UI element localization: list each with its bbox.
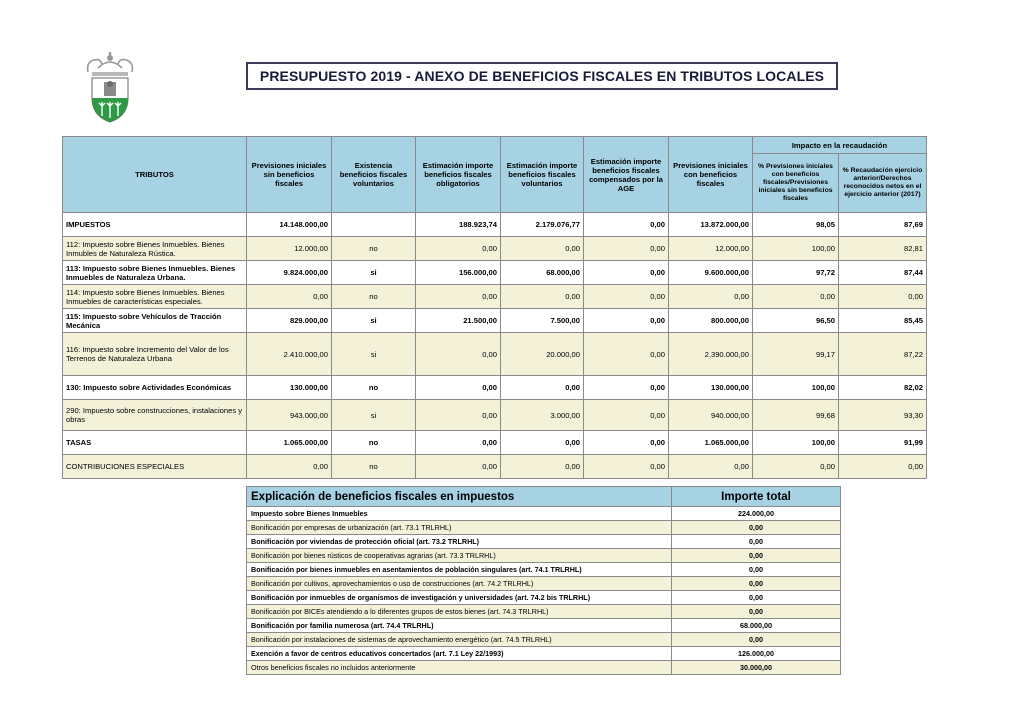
explanation-label: Bonificación por familia numerosa (art. 74.4 TRLRHL): [247, 619, 672, 633]
previsiones-sin-cell: 0,00: [247, 455, 332, 479]
age-cell: 0,00: [584, 213, 669, 237]
header-estimacion-age: Estimación importe beneficios fiscales compensados por la AGE: [584, 137, 669, 213]
pct-previsiones-cell: 100,00: [753, 237, 839, 261]
table-row: [63, 376, 927, 400]
pct-recaudacion-cell: 85,45: [839, 309, 927, 333]
explanation-label: Bonificación por empresas de urbanización (art. 73.1 TRLRHL): [247, 521, 672, 535]
explanation-row: [247, 619, 841, 633]
pct-recaudacion-cell: 91,99: [839, 431, 927, 455]
pct-previsiones-cell: 98,05: [753, 213, 839, 237]
existencia-cell: si: [332, 309, 416, 333]
header-pct-recaudacion: % Recaudación ejercicio anterior/Derechos reconocidos netos en el ejercicio anterior (2017): [839, 154, 927, 213]
pct-recaudacion-cell: 82,02: [839, 376, 927, 400]
explanation-amount: 0,00: [672, 549, 841, 563]
pct-previsiones-cell: 99,17: [753, 333, 839, 376]
obligatorios-cell: 0,00: [416, 431, 501, 455]
explanation-label: Bonificación por viviendas de protección oficial (art. 73.2 TRLRHL): [247, 535, 672, 549]
header-previsiones-sin: Previsiones iniciales sin beneficios fiscales: [247, 137, 332, 213]
existencia-cell: no: [332, 285, 416, 309]
header-previsiones-con: Previsiones iniciales con beneficios fiscales: [669, 137, 753, 213]
explanation-table: [246, 486, 841, 675]
explanation-row: [247, 549, 841, 563]
header-estimacion-voluntarios: Estimación importe beneficios fiscales voluntarios: [501, 137, 584, 213]
table-row: [63, 285, 927, 309]
existencia-cell: [332, 213, 416, 237]
explanation-label: Bonificación por bienes inmuebles en asentamientos de población singulares (art. 74.1 TRLRHL): [247, 563, 672, 577]
explanation-row: [247, 591, 841, 605]
age-cell: 0,00: [584, 285, 669, 309]
explanation-label: Bonificación por instalaciones de sistemas de aprovechamiento energético (art. 74.5 TRLRHL): [247, 633, 672, 647]
existencia-cell: no: [332, 376, 416, 400]
row-name: 290: Impuesto sobre construcciones, instalaciones y obras: [63, 400, 247, 431]
table-row: [63, 213, 927, 237]
age-cell: 0,00: [584, 237, 669, 261]
previsiones-con-cell: 2.390.000,00: [669, 333, 753, 376]
explanation-label: Bonificación por cultivos, aprovechamientos o uso de construcciones (art. 74.2 TRLRHL): [247, 577, 672, 591]
obligatorios-cell: 0,00: [416, 285, 501, 309]
obligatorios-cell: 0,00: [416, 376, 501, 400]
age-cell: 0,00: [584, 455, 669, 479]
explanation-amount: 0,00: [672, 563, 841, 577]
pct-previsiones-cell: 100,00: [753, 376, 839, 400]
existencia-cell: si: [332, 400, 416, 431]
tax-benefits-table: [62, 136, 927, 479]
voluntarios-cell: 0,00: [501, 455, 584, 479]
previsiones-sin-cell: 12.000,00: [247, 237, 332, 261]
voluntarios-cell: 0,00: [501, 285, 584, 309]
explanation-row: [247, 521, 841, 535]
voluntarios-cell: 20.000,00: [501, 333, 584, 376]
previsiones-con-cell: 12.000,00: [669, 237, 753, 261]
pct-previsiones-cell: 100,00: [753, 431, 839, 455]
age-cell: 0,00: [584, 333, 669, 376]
row-name: 112: Impuesto sobre Bienes Inmuebles. Bienes Inmubles de Naturaleza Rústica.: [63, 237, 247, 261]
explanation-amount: 0,00: [672, 521, 841, 535]
header-existencia: Existencia beneficios fiscales voluntarios: [332, 137, 416, 213]
previsiones-con-cell: 0,00: [669, 285, 753, 309]
pct-recaudacion-cell: 0,00: [839, 285, 927, 309]
explanation-amount: 68.000,00: [672, 619, 841, 633]
table-row: [63, 261, 927, 285]
header-tributos: TRIBUTOS: [63, 137, 247, 213]
explanation-label: Exención a favor de centros educativos concertados (art. 7.1 Ley 22/1993): [247, 647, 672, 661]
previsiones-con-cell: 13.872.000,00: [669, 213, 753, 237]
existencia-cell: si: [332, 333, 416, 376]
row-name: IMPUESTOS: [63, 213, 247, 237]
previsiones-con-cell: 1.065.000,00: [669, 431, 753, 455]
pct-recaudacion-cell: 87,69: [839, 213, 927, 237]
explanation-amount: 30.000,00: [672, 661, 841, 675]
explanation-row: [247, 563, 841, 577]
voluntarios-cell: 0,00: [501, 431, 584, 455]
pct-recaudacion-cell: 93,30: [839, 400, 927, 431]
obligatorios-cell: 0,00: [416, 333, 501, 376]
municipal-coat-of-arms-logo: [80, 50, 140, 128]
explanation-label: Impuesto sobre Bienes Inmuebles: [247, 507, 672, 521]
explanation-amount: 0,00: [672, 577, 841, 591]
table-row: [63, 455, 927, 479]
header-pct-previsiones: % Previsiones iniciales con beneficios fiscales/Previsiones iniciales sin beneficios fiscales: [753, 154, 839, 213]
age-cell: 0,00: [584, 376, 669, 400]
obligatorios-cell: 156.000,00: [416, 261, 501, 285]
explanation-amount: 0,00: [672, 605, 841, 619]
header-estimacion-obligatorios: Estimación importe beneficios fiscales obligatorios: [416, 137, 501, 213]
explanation-label: Otros beneficios fiscales no incluidos anteriormente: [247, 661, 672, 675]
voluntarios-cell: 2.179.076,77: [501, 213, 584, 237]
row-name: 115: Impuesto sobre Vehículos de Tracción Mecánica: [63, 309, 247, 333]
existencia-cell: no: [332, 455, 416, 479]
pct-recaudacion-cell: 82,81: [839, 237, 927, 261]
age-cell: 0,00: [584, 261, 669, 285]
obligatorios-cell: 188.923,74: [416, 213, 501, 237]
existencia-cell: no: [332, 431, 416, 455]
explanation-label: Bonificación por bienes rústicos de cooperativas agrarias (art. 73.3 TRLRHL): [247, 549, 672, 563]
previsiones-sin-cell: 829.000,00: [247, 309, 332, 333]
explanation-row: [247, 633, 841, 647]
previsiones-sin-cell: 14.148.000,00: [247, 213, 332, 237]
obligatorios-cell: 0,00: [416, 400, 501, 431]
explanation-row: [247, 605, 841, 619]
explanation-label: Bonificación por BICEs atendiendo a lo diferentes grupos de estos bienes (art. 74.3 TRLRHL): [247, 605, 672, 619]
pct-recaudacion-cell: 87,44: [839, 261, 927, 285]
explanation-label: Bonificación por inmuebles de organismos de investigación y universidades (art. 74.2 bis TRLRHL): [247, 591, 672, 605]
explanation-row: [247, 577, 841, 591]
explanation-amount: 224.000,00: [672, 507, 841, 521]
age-cell: 0,00: [584, 431, 669, 455]
obligatorios-cell: 0,00: [416, 237, 501, 261]
previsiones-sin-cell: 2.410.000,00: [247, 333, 332, 376]
pct-previsiones-cell: 96,50: [753, 309, 839, 333]
pct-previsiones-cell: 97,72: [753, 261, 839, 285]
pct-recaudacion-cell: 87,22: [839, 333, 927, 376]
voluntarios-cell: 0,00: [501, 376, 584, 400]
explanation-header-label: Explicación de beneficios fiscales en impuestos: [247, 487, 672, 507]
row-name: 130: Impuesto sobre Actividades Económicas: [63, 376, 247, 400]
explanation-row: [247, 661, 841, 675]
pct-previsiones-cell: 0,00: [753, 285, 839, 309]
explanation-amount: 0,00: [672, 591, 841, 605]
previsiones-con-cell: 800.000,00: [669, 309, 753, 333]
explanation-amount: 126.000,00: [672, 647, 841, 661]
table-row: [63, 400, 927, 431]
previsiones-sin-cell: 0,00: [247, 285, 332, 309]
previsiones-con-cell: 940.000,00: [669, 400, 753, 431]
voluntarios-cell: 68.000,00: [501, 261, 584, 285]
header-impacto: Impacto en la recaudación: [753, 137, 927, 154]
explanation-amount: 0,00: [672, 633, 841, 647]
obligatorios-cell: 0,00: [416, 455, 501, 479]
voluntarios-cell: 7.500,00: [501, 309, 584, 333]
previsiones-con-cell: 130.000,00: [669, 376, 753, 400]
table-row: [63, 237, 927, 261]
previsiones-con-cell: 0,00: [669, 455, 753, 479]
existencia-cell: si: [332, 261, 416, 285]
age-cell: 0,00: [584, 309, 669, 333]
pct-recaudacion-cell: 0,00: [839, 455, 927, 479]
row-name: 113: Impuesto sobre Bienes Inmuebles. Bienes Inmuebles de Naturaleza Urbana.: [63, 261, 247, 285]
document-title: PRESUPUESTO 2019 - ANEXO DE BENEFICIOS FISCALES EN TRIBUTOS LOCALES: [259, 68, 825, 84]
previsiones-sin-cell: 130.000,00: [247, 376, 332, 400]
explanation-row: [247, 535, 841, 549]
document-title-box: [246, 62, 838, 90]
previsiones-sin-cell: 1.065.000,00: [247, 431, 332, 455]
existencia-cell: no: [332, 237, 416, 261]
voluntarios-cell: 0,00: [501, 237, 584, 261]
explanation-header-amount: Importe total: [672, 487, 841, 507]
table-row: [63, 309, 927, 333]
previsiones-sin-cell: 9.824.000,00: [247, 261, 332, 285]
table-row: [63, 333, 927, 376]
row-name: TASAS: [63, 431, 247, 455]
table-row: [63, 431, 927, 455]
explanation-row: [247, 507, 841, 521]
explanation-amount: 0,00: [672, 535, 841, 549]
voluntarios-cell: 3.000,00: [501, 400, 584, 431]
pct-previsiones-cell: 99,68: [753, 400, 839, 431]
age-cell: 0,00: [584, 400, 669, 431]
row-name: CONTRIBUCIONES ESPECIALES: [63, 455, 247, 479]
previsiones-sin-cell: 943.000,00: [247, 400, 332, 431]
explanation-row: [247, 647, 841, 661]
pct-previsiones-cell: 0,00: [753, 455, 839, 479]
previsiones-con-cell: 9.600.000,00: [669, 261, 753, 285]
row-name: 116: Impuesto sobre Incremento del Valor de los Terrenos de Naturaleza Urbana: [63, 333, 247, 376]
obligatorios-cell: 21.500,00: [416, 309, 501, 333]
row-name: 114: Impuesto sobre Bienes Inmuebles. Bienes Inmuebles de características especiales.: [63, 285, 247, 309]
